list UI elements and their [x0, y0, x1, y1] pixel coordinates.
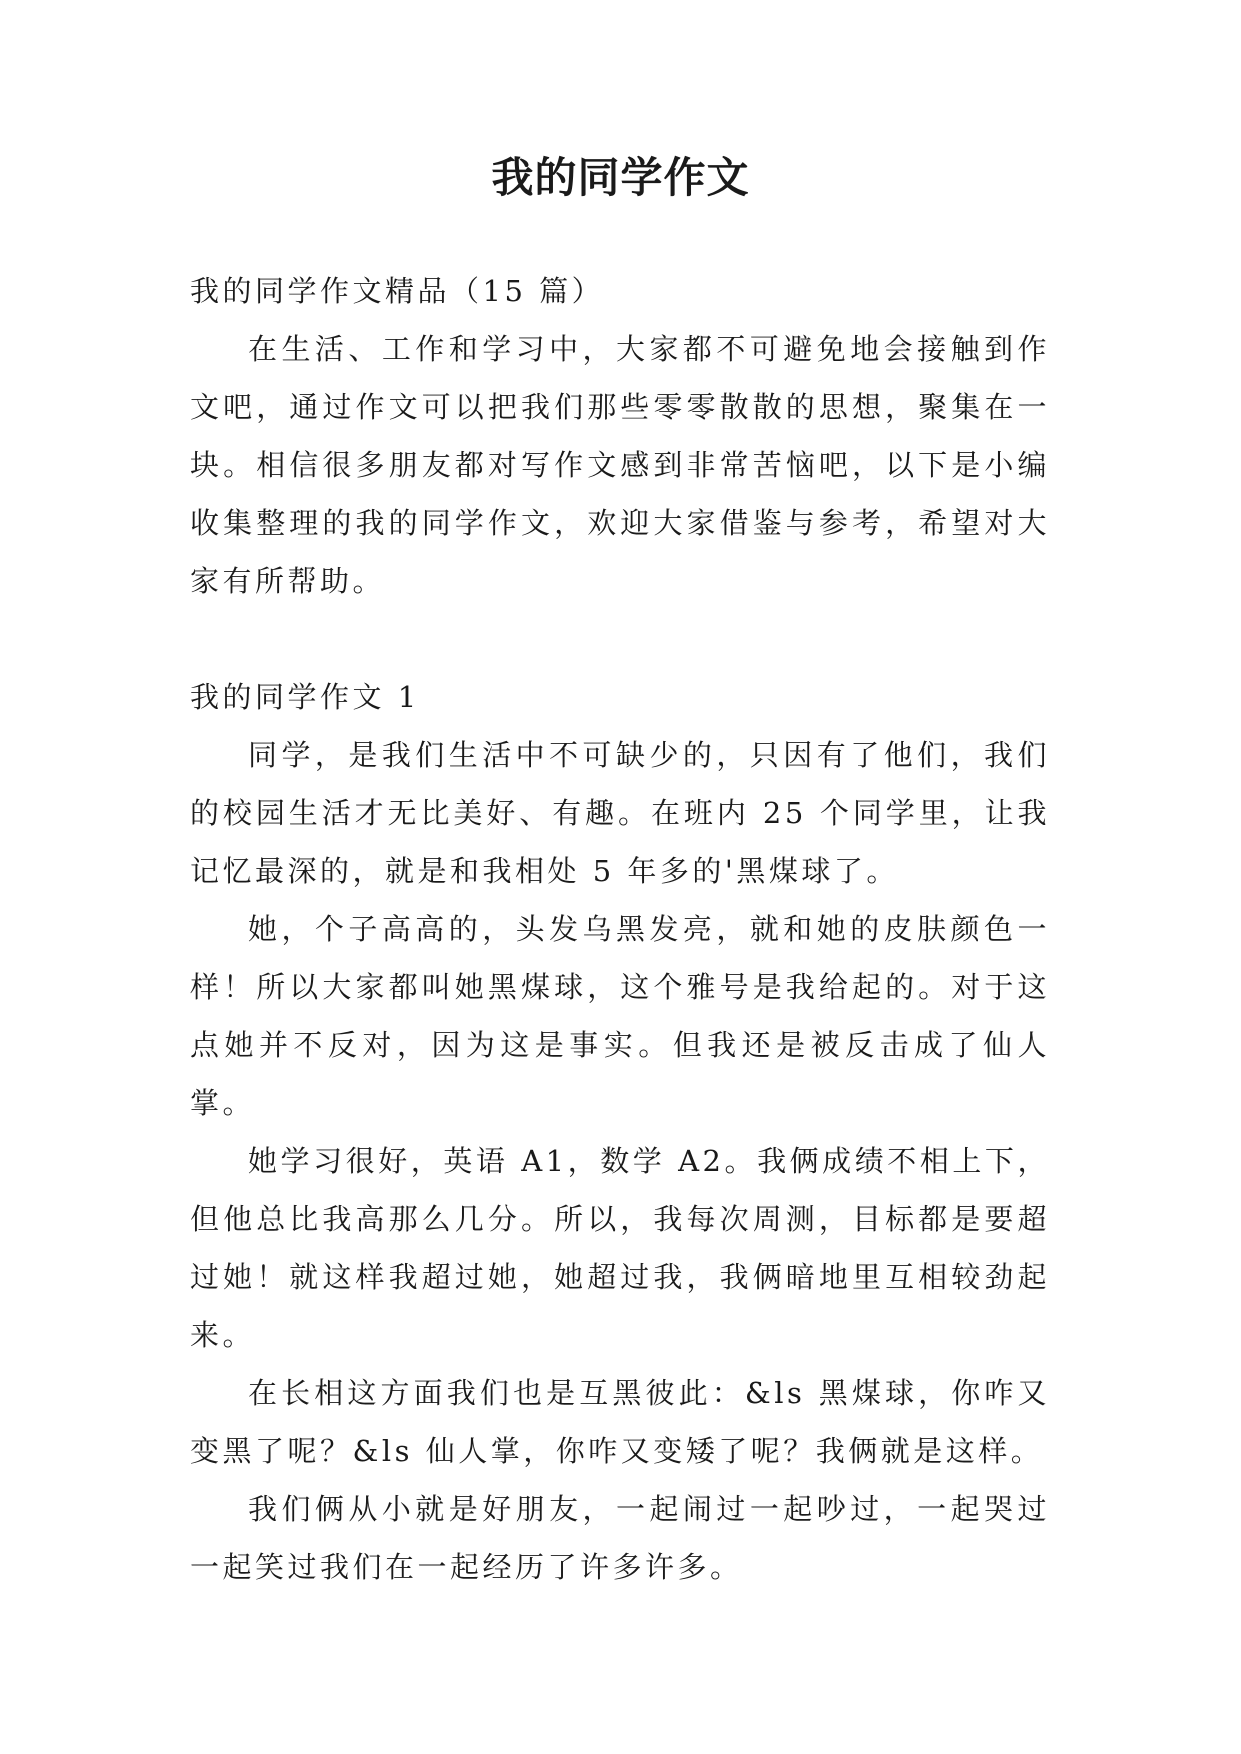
collection-heading: 我的同学作文精品（15 篇）: [190, 274, 605, 308]
body-paragraph: 她学习很好，英语 A1，数学 A2。我俩成绩不相上下，但他总比我高那么几分。所以，我每次周测，目标都是要超过她！就这样我超过她，她超过我，我俩暗地里互相较劲起来。: [190, 1144, 1050, 1352]
body-paragraph: 同学，是我们生活中不可缺少的，只因有了他们，我们的校园生活才无比美好、有趣。在班内 25 个同学里，让我记忆最深的，就是和我相处 5 年多的'黑煤球了。: [190, 738, 1050, 888]
section-heading: 我的同学作文 1: [190, 680, 420, 714]
body-paragraph: 在长相这方面我们也是互黑彼此：&ls 黑煤球，你咋又变黑了呢？&ls 仙人掌，你咋又变矮了呢？我俩就是这样。: [190, 1376, 1050, 1468]
document-body: [190, 262, 1050, 1596]
body-paragraph: 我们俩从小就是好朋友，一起闹过一起吵过，一起哭过一起笑过我们在一起经历了许多许多。: [190, 1492, 1050, 1584]
document-title: 我的同学作文: [491, 153, 750, 202]
intro-paragraph: 在生活、工作和学习中，大家都不可避免地会接触到作文吧，通过作文可以把我们那些零零散散的思想，聚集在一块。相信很多朋友都对写作文感到非常苦恼吧，以下是小编收集整理的我的同学作文，欢迎大家借鉴与参考，希望对大家有所帮助。: [190, 332, 1050, 598]
body-paragraph: 她，个子高高的，头发乌黑发亮，就和她的皮肤颜色一样！所以大家都叫她黑煤球，这个雅号是我给起的。对于这点她并不反对，因为这是事实。但我还是被反击成了仙人掌。: [190, 912, 1050, 1120]
section-spacer: [190, 610, 1050, 668]
